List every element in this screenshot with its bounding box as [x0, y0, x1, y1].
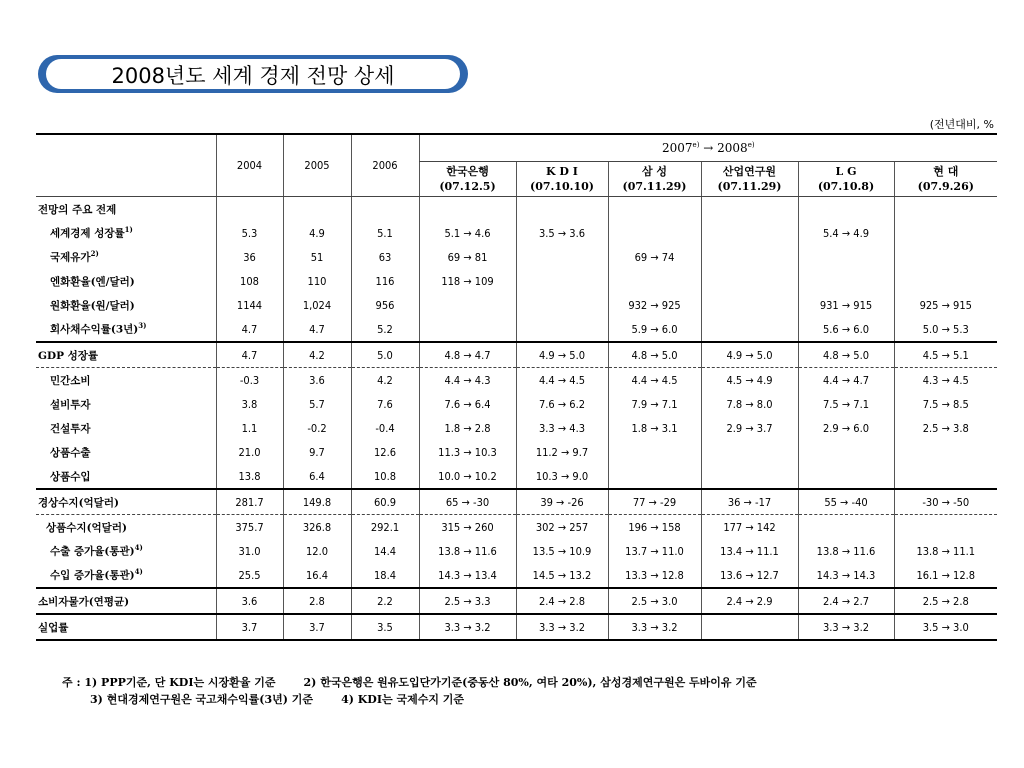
table-cell: 4.9 — [283, 221, 351, 245]
institution-name: 산업연구원 — [722, 165, 777, 178]
table-cell: 4.9 → 5.0 — [701, 342, 798, 368]
institution-header — [701, 162, 798, 197]
table-cell: 7.6 — [351, 392, 419, 416]
table-cell: 60.9 — [351, 489, 419, 515]
table-row — [36, 293, 997, 317]
table-cell: 25.5 — [216, 563, 283, 588]
row-label-text: 수출 증가율(통관) — [50, 545, 135, 558]
table-cell: 292.1 — [351, 515, 419, 540]
table-cell: 326.8 — [283, 515, 351, 540]
row-label — [36, 392, 216, 416]
table-cell: 5.6 → 6.0 — [798, 317, 894, 342]
table-cell: 932 → 925 — [608, 293, 701, 317]
table-cell — [516, 269, 608, 293]
institution-date: (07.12.5) — [439, 180, 496, 193]
table-cell — [894, 197, 997, 222]
table-cell — [894, 221, 997, 245]
table-cell: 4.5 → 5.1 — [894, 342, 997, 368]
table-row — [36, 515, 997, 540]
table-cell: 5.9 → 6.0 — [608, 317, 701, 342]
table-cell — [701, 464, 798, 489]
row-label — [36, 489, 216, 515]
table-cell: 13.5 → 10.9 — [516, 539, 608, 563]
table-cell — [608, 269, 701, 293]
table-row — [36, 489, 997, 515]
institution-date: (07.11.29) — [717, 180, 782, 193]
table-cell: 5.7 — [283, 392, 351, 416]
row-label-text: 건설투자 — [50, 422, 91, 435]
institution-header — [894, 162, 997, 197]
table-cell: 18.4 — [351, 563, 419, 588]
row-label-text: 원화환율(원/달러) — [50, 299, 135, 312]
table-cell: 3.3 → 3.2 — [608, 614, 701, 640]
institution-date: (07.11.29) — [622, 180, 687, 193]
table-cell: 4.9 → 5.0 — [516, 342, 608, 368]
table-cell — [419, 197, 516, 222]
table-cell: 108 — [216, 269, 283, 293]
table-cell — [798, 269, 894, 293]
table-cell: 5.4 → 4.9 — [798, 221, 894, 245]
footnote-3: 3) 현대경제연구원은 국고채수익률(3년) 기준 — [90, 693, 314, 706]
table-row — [36, 464, 997, 489]
table-row — [36, 614, 997, 640]
table-cell — [798, 440, 894, 464]
footnote-4: 4) KDI는 국제수지 기준 — [341, 693, 465, 706]
table-cell: 3.6 — [283, 368, 351, 393]
table-cell: 10.3 → 9.0 — [516, 464, 608, 489]
forecast-period-header — [419, 134, 997, 162]
table-row — [36, 342, 997, 368]
table-row — [36, 539, 997, 563]
table-cell: 16.1 → 12.8 — [894, 563, 997, 588]
table-cell — [608, 221, 701, 245]
footnote-line-2 — [62, 691, 757, 708]
row-label — [36, 317, 216, 342]
table-cell — [216, 197, 283, 222]
row-label-text: 세계경제 성장률 — [50, 227, 125, 240]
table-cell: 118 → 109 — [419, 269, 516, 293]
forecast-year-end: 2008 — [717, 141, 748, 155]
table-cell: -30 → -50 — [894, 489, 997, 515]
row-label-footnote: 2) — [90, 249, 99, 259]
table-cell — [798, 464, 894, 489]
table-cell: 10.8 — [351, 464, 419, 489]
row-label — [36, 197, 216, 222]
table-cell — [701, 197, 798, 222]
table-cell: 3.3 → 3.2 — [419, 614, 516, 640]
forecast-arrow: → — [703, 141, 714, 155]
row-label — [36, 588, 216, 614]
table-cell: 65 → -30 — [419, 489, 516, 515]
header-blank — [36, 134, 216, 197]
table-cell: 149.8 — [283, 489, 351, 515]
title-banner — [38, 55, 468, 93]
table-cell: 1.8 → 3.1 — [608, 416, 701, 440]
table-cell: 1.1 — [216, 416, 283, 440]
table-cell — [701, 245, 798, 269]
row-label — [36, 293, 216, 317]
row-label-text: 국제유가 — [50, 251, 91, 264]
row-label-footnote: 1) — [124, 225, 133, 235]
table-cell: 13.3 → 12.8 — [608, 563, 701, 588]
row-label-text: 회사채수익률(3년) — [50, 323, 139, 336]
table-cell: 2.5 → 3.8 — [894, 416, 997, 440]
table-cell — [798, 245, 894, 269]
row-label — [36, 539, 216, 563]
row-label-footnote: 3) — [138, 321, 147, 331]
table-cell: 2.5 → 3.3 — [419, 588, 516, 614]
table-cell: 2.2 — [351, 588, 419, 614]
table-cell: 4.4 → 4.3 — [419, 368, 516, 393]
table-cell: 13.4 → 11.1 — [701, 539, 798, 563]
table-cell: -0.3 — [216, 368, 283, 393]
table-cell — [701, 614, 798, 640]
table-cell: 4.7 — [216, 317, 283, 342]
table-cell: 3.6 — [216, 588, 283, 614]
table-cell — [894, 245, 997, 269]
table-cell: 4.4 → 4.5 — [516, 368, 608, 393]
institution-name: L G — [835, 165, 857, 178]
table-cell: 2.9 → 6.0 — [798, 416, 894, 440]
table-cell: 5.3 — [216, 221, 283, 245]
table-cell: -0.4 — [351, 416, 419, 440]
table-cell — [894, 515, 997, 540]
forecast-table — [36, 133, 997, 641]
table-cell — [608, 440, 701, 464]
table-cell: 4.7 — [283, 317, 351, 342]
footnote-1: 1) PPP기준, 단 KDI는 시장환율 기준 — [84, 676, 276, 689]
institution-header — [798, 162, 894, 197]
institution-name: K D I — [546, 165, 578, 178]
table-cell — [798, 515, 894, 540]
table-cell: 7.6 → 6.2 — [516, 392, 608, 416]
institution-date: (07.10.8) — [817, 180, 875, 193]
table-cell: 6.4 — [283, 464, 351, 489]
institution-header — [419, 162, 516, 197]
table-cell: 177 → 142 — [701, 515, 798, 540]
row-label-text: 상품수지(억달러) — [46, 521, 127, 534]
table-cell: 3.8 — [216, 392, 283, 416]
header-year: 2004 — [216, 134, 283, 197]
table-cell: 14.3 → 14.3 — [798, 563, 894, 588]
institution-header — [516, 162, 608, 197]
row-label — [36, 440, 216, 464]
table-cell: 12.0 — [283, 539, 351, 563]
table-cell: 375.7 — [216, 515, 283, 540]
row-label — [36, 342, 216, 368]
table-cell: 5.0 → 5.3 — [894, 317, 997, 342]
table-cell — [608, 197, 701, 222]
table-cell: 5.1 — [351, 221, 419, 245]
table-row — [36, 588, 997, 614]
footnotes — [62, 674, 757, 708]
table-cell — [701, 440, 798, 464]
table-row — [36, 368, 997, 393]
table-cell: 956 — [351, 293, 419, 317]
table-cell: 1144 — [216, 293, 283, 317]
row-label-footnote: 4) — [134, 567, 143, 577]
table-cell: 13.8 → 11.1 — [894, 539, 997, 563]
table-cell — [894, 464, 997, 489]
footnote-prefix: 주 : — [62, 676, 85, 689]
row-label-text: 엔화환율(엔/달러) — [50, 275, 135, 288]
table-cell — [608, 464, 701, 489]
table-cell — [516, 317, 608, 342]
table-cell: 4.2 — [351, 368, 419, 393]
table-cell: 4.8 → 5.0 — [798, 342, 894, 368]
table-row — [36, 317, 997, 342]
row-label — [36, 368, 216, 393]
table-cell: 13.8 → 11.6 — [798, 539, 894, 563]
table-row — [36, 221, 997, 245]
table-cell: 7.5 → 8.5 — [894, 392, 997, 416]
table-cell: 14.4 — [351, 539, 419, 563]
table-cell: 4.4 → 4.5 — [608, 368, 701, 393]
table-cell — [894, 440, 997, 464]
table-cell: 5.2 — [351, 317, 419, 342]
institution-name: 삼 성 — [641, 165, 668, 178]
table-cell: 51 — [283, 245, 351, 269]
table-row — [36, 197, 997, 222]
table-cell: 10.0 → 10.2 — [419, 464, 516, 489]
table-cell — [516, 245, 608, 269]
forecast-year-end-sup: e) — [747, 141, 755, 149]
table-cell: 2.5 → 2.8 — [894, 588, 997, 614]
table-cell — [894, 269, 997, 293]
table-cell — [351, 197, 419, 222]
table-cell: 36 — [216, 245, 283, 269]
table-cell: 1.8 → 2.8 — [419, 416, 516, 440]
row-label — [36, 515, 216, 540]
table-cell: 21.0 — [216, 440, 283, 464]
institution-name: 현 대 — [933, 165, 959, 178]
row-label-text: 경상수지(억달러) — [38, 496, 119, 509]
header-year: 2005 — [283, 134, 351, 197]
row-label-text: 수입 증가율(통관) — [50, 569, 135, 582]
row-label — [36, 269, 216, 293]
table-cell: 2.8 — [283, 588, 351, 614]
table-cell: 69 → 74 — [608, 245, 701, 269]
table-cell: 4.4 → 4.7 — [798, 368, 894, 393]
row-label — [36, 563, 216, 588]
table-cell: 7.9 → 7.1 — [608, 392, 701, 416]
row-label-text: GDP 성장률 — [38, 349, 99, 362]
table-cell: 77 → -29 — [608, 489, 701, 515]
unit-label: (전년대비, % — [929, 118, 994, 131]
table-cell: 5.0 — [351, 342, 419, 368]
table-cell: 31.0 — [216, 539, 283, 563]
institution-header — [608, 162, 701, 197]
table-cell — [701, 221, 798, 245]
table-cell — [516, 197, 608, 222]
table-row — [36, 392, 997, 416]
row-label — [36, 221, 216, 245]
table-cell: 281.7 — [216, 489, 283, 515]
page-title: 2008년도 세계 경제 전망 상세 — [111, 64, 395, 88]
table-row — [36, 245, 997, 269]
table-cell: 4.3 → 4.5 — [894, 368, 997, 393]
table-cell: 7.6 → 6.4 — [419, 392, 516, 416]
header-year: 2006 — [351, 134, 419, 197]
table-cell — [701, 317, 798, 342]
table-cell: 4.5 → 4.9 — [701, 368, 798, 393]
row-label-text: 실업률 — [38, 621, 69, 634]
table-cell: 39 → -26 — [516, 489, 608, 515]
table-cell: 3.3 → 4.3 — [516, 416, 608, 440]
table-cell: 9.7 — [283, 440, 351, 464]
table-cell: 13.6 → 12.7 — [701, 563, 798, 588]
table-cell: 12.6 — [351, 440, 419, 464]
institution-date: (07.9.26) — [917, 180, 974, 193]
table-cell — [798, 197, 894, 222]
footnote-2: 2) 한국은행은 원유도입단가기준(중동산 80%, 여타 20%), 삼성경제연구원은 두바이유 기준 — [303, 676, 757, 689]
row-label — [36, 245, 216, 269]
table-cell — [516, 293, 608, 317]
institution-name: 한국은행 — [446, 165, 489, 178]
table-cell — [701, 269, 798, 293]
table-cell: 14.5 → 13.2 — [516, 563, 608, 588]
table-cell: 55 → -40 — [798, 489, 894, 515]
row-label-text: 민간소비 — [50, 374, 91, 387]
table-cell: 69 → 81 — [419, 245, 516, 269]
table-cell: 4.8 → 5.0 — [608, 342, 701, 368]
table-cell: 302 → 257 — [516, 515, 608, 540]
table-cell: 3.5 — [351, 614, 419, 640]
table-cell: 11.2 → 9.7 — [516, 440, 608, 464]
table-cell: 2.4 → 2.7 — [798, 588, 894, 614]
table-cell — [283, 197, 351, 222]
table-cell: 1,024 — [283, 293, 351, 317]
table-cell: 4.8 → 4.7 — [419, 342, 516, 368]
table-cell: 3.3 → 3.2 — [516, 614, 608, 640]
table-cell: 315 → 260 — [419, 515, 516, 540]
table-cell: 11.3 → 10.3 — [419, 440, 516, 464]
table-row — [36, 440, 997, 464]
table-cell: 13.8 → 11.6 — [419, 539, 516, 563]
table-cell: 4.7 — [216, 342, 283, 368]
table-cell: 196 → 158 — [608, 515, 701, 540]
table-cell: 3.7 — [216, 614, 283, 640]
table-cell: 3.7 — [283, 614, 351, 640]
table-cell: 3.5 → 3.6 — [516, 221, 608, 245]
table-row — [36, 269, 997, 293]
table-cell: 7.8 → 8.0 — [701, 392, 798, 416]
institution-date: (07.10.10) — [530, 180, 594, 193]
table-cell: 2.4 → 2.8 — [516, 588, 608, 614]
row-label-text: 상품수입 — [50, 470, 91, 483]
table-row — [36, 563, 997, 588]
table-cell: 925 → 915 — [894, 293, 997, 317]
footnote-line-1 — [62, 674, 757, 691]
table-cell: 110 — [283, 269, 351, 293]
row-label-text: 설비투자 — [50, 398, 91, 411]
row-label-text: 소비자물가(연평균) — [38, 595, 130, 608]
table-cell: 116 — [351, 269, 419, 293]
table-cell: 3.5 → 3.0 — [894, 614, 997, 640]
table-cell: -0.2 — [283, 416, 351, 440]
table-cell — [701, 293, 798, 317]
forecast-year-start-sup: e) — [692, 141, 700, 149]
forecast-year-start: 2007 — [662, 141, 693, 155]
table-cell: 13.8 — [216, 464, 283, 489]
table-cell — [419, 317, 516, 342]
table-cell: 63 — [351, 245, 419, 269]
table-cell: 36 → -17 — [701, 489, 798, 515]
row-label-footnote: 4) — [134, 543, 143, 553]
table-cell: 2.9 → 3.7 — [701, 416, 798, 440]
table-row — [36, 416, 997, 440]
row-label-text: 전망의 주요 전제 — [38, 203, 117, 216]
row-label — [36, 614, 216, 640]
table-cell: 7.5 → 7.1 — [798, 392, 894, 416]
row-label-text: 상품수출 — [50, 446, 91, 459]
table-cell: 13.7 → 11.0 — [608, 539, 701, 563]
table-cell: 2.5 → 3.0 — [608, 588, 701, 614]
table-cell: 2.4 → 2.9 — [701, 588, 798, 614]
row-label — [36, 464, 216, 489]
table-cell: 931 → 915 — [798, 293, 894, 317]
table-cell: 4.2 — [283, 342, 351, 368]
table-cell — [419, 293, 516, 317]
table-cell: 5.1 → 4.6 — [419, 221, 516, 245]
table-cell: 16.4 — [283, 563, 351, 588]
row-label — [36, 416, 216, 440]
table-cell: 14.3 → 13.4 — [419, 563, 516, 588]
table-cell: 3.3 → 3.2 — [798, 614, 894, 640]
